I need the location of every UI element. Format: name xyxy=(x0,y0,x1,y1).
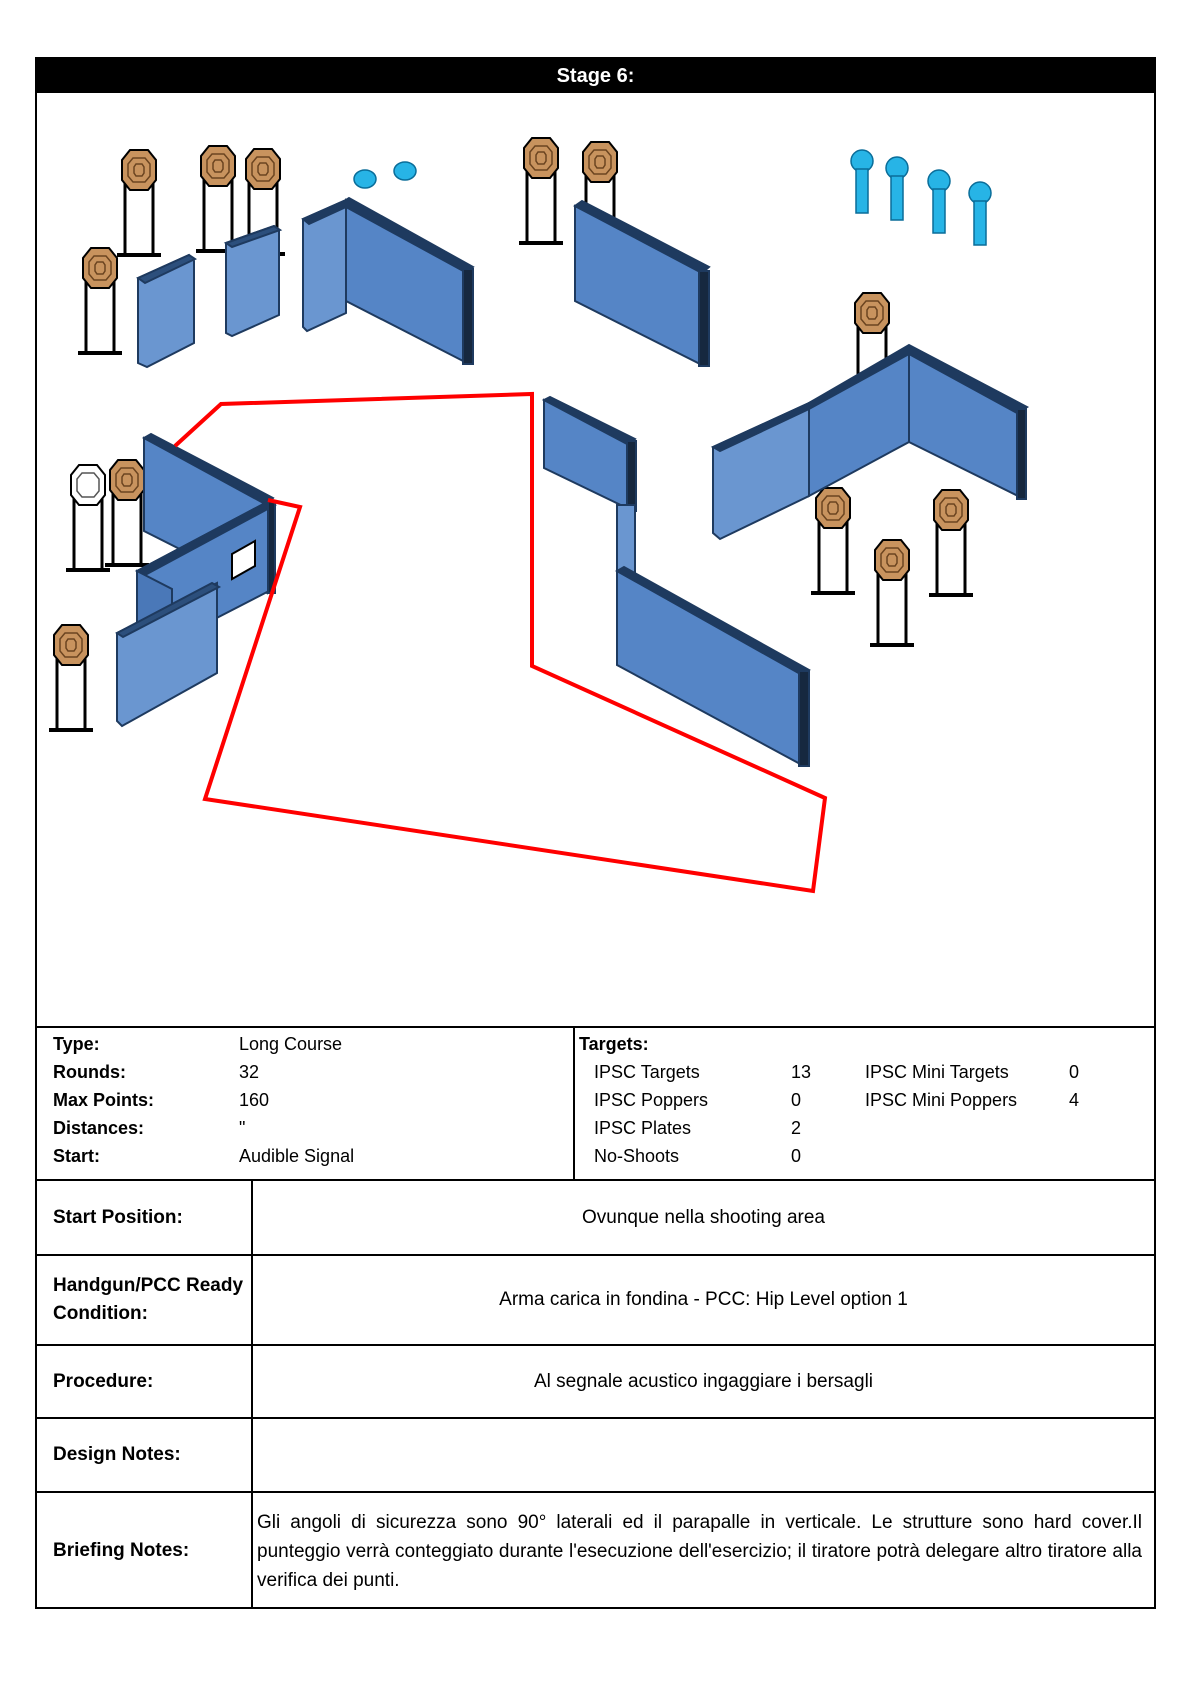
mini-poppers-value: 4 xyxy=(1069,1090,1080,1110)
walls xyxy=(117,198,1027,766)
mini-popper-targets xyxy=(851,150,991,245)
stage-info-targets xyxy=(575,1028,1154,1179)
max-points-label: Max Points: xyxy=(53,1090,155,1110)
start-position-row xyxy=(37,1181,1154,1256)
briefing-notes-row xyxy=(37,1493,1154,1609)
start-position-value: Ovunque nella shooting area xyxy=(582,1206,825,1228)
mini-targets-value: 0 xyxy=(1069,1062,1080,1082)
start-position-label: Start Position: xyxy=(37,1181,253,1254)
design-notes-label: Design Notes: xyxy=(37,1419,253,1491)
design-notes-value xyxy=(253,1419,1154,1491)
stage-diagram xyxy=(37,93,1154,1026)
ipsc-poppers-value: 0 xyxy=(791,1090,802,1110)
no-shoots-value: 0 xyxy=(791,1146,802,1166)
start-label: Start: xyxy=(53,1146,101,1166)
type-value: Long Course xyxy=(239,1034,343,1054)
ipsc-targets-value: 13 xyxy=(791,1062,812,1082)
briefing-notes-label: Briefing Notes: xyxy=(37,1493,253,1609)
max-points-value: 160 xyxy=(239,1090,270,1110)
stage-details xyxy=(37,1181,1154,1609)
ipsc-targets-label: IPSC Targets xyxy=(594,1062,700,1082)
ready-condition-row xyxy=(37,1256,1154,1346)
stage-diagram-svg xyxy=(37,93,1154,1026)
procedure-label: Procedure: xyxy=(37,1346,253,1417)
stage-info-left xyxy=(37,1028,575,1179)
plate-targets xyxy=(354,162,416,188)
stage-title: Stage 6: xyxy=(37,59,1154,93)
rounds-label: Rounds: xyxy=(53,1062,126,1082)
ipsc-plates-label: IPSC Plates xyxy=(594,1118,692,1138)
targets-header: Targets: xyxy=(579,1034,649,1054)
type-label: Type: xyxy=(53,1034,100,1054)
ipsc-plates-value: 2 xyxy=(791,1118,802,1138)
ready-condition-value: Arma carica in fondina - PCC: Hip Level option 1 xyxy=(499,1289,908,1310)
stage-info xyxy=(37,1026,1154,1181)
rounds-value: 32 xyxy=(239,1062,260,1082)
distances-label: Distances: xyxy=(53,1118,145,1138)
distances-value: " xyxy=(239,1118,246,1138)
procedure-value: Al segnale acustico ingaggiare i bersagli xyxy=(533,1370,874,1392)
ipsc-poppers-label: IPSC Poppers xyxy=(594,1090,709,1110)
no-shoot-targets xyxy=(66,465,110,570)
start-value: Audible Signal xyxy=(239,1146,355,1166)
mini-poppers-label: IPSC Mini Poppers xyxy=(865,1090,1018,1110)
design-notes-row xyxy=(37,1419,1154,1493)
no-shoots-label: No-Shoots xyxy=(594,1146,680,1166)
ready-condition-label: Handgun/PCC Ready Condition: xyxy=(37,1256,253,1344)
briefing-notes-value: Gli angoli di sicurezza sono 90° laterali ed il parapalle in verticale. Le strutture sono hard cover.Il punteggio verrà conteggiato durante l'esecuzione dell'esercizio; il tiratore potrà delegare altro tiratore alla verifica dei punti. xyxy=(257,1511,1142,1591)
procedure-row xyxy=(37,1346,1154,1419)
stage-sheet xyxy=(35,57,1156,1609)
mini-targets-label: IPSC Mini Targets xyxy=(865,1062,1009,1082)
